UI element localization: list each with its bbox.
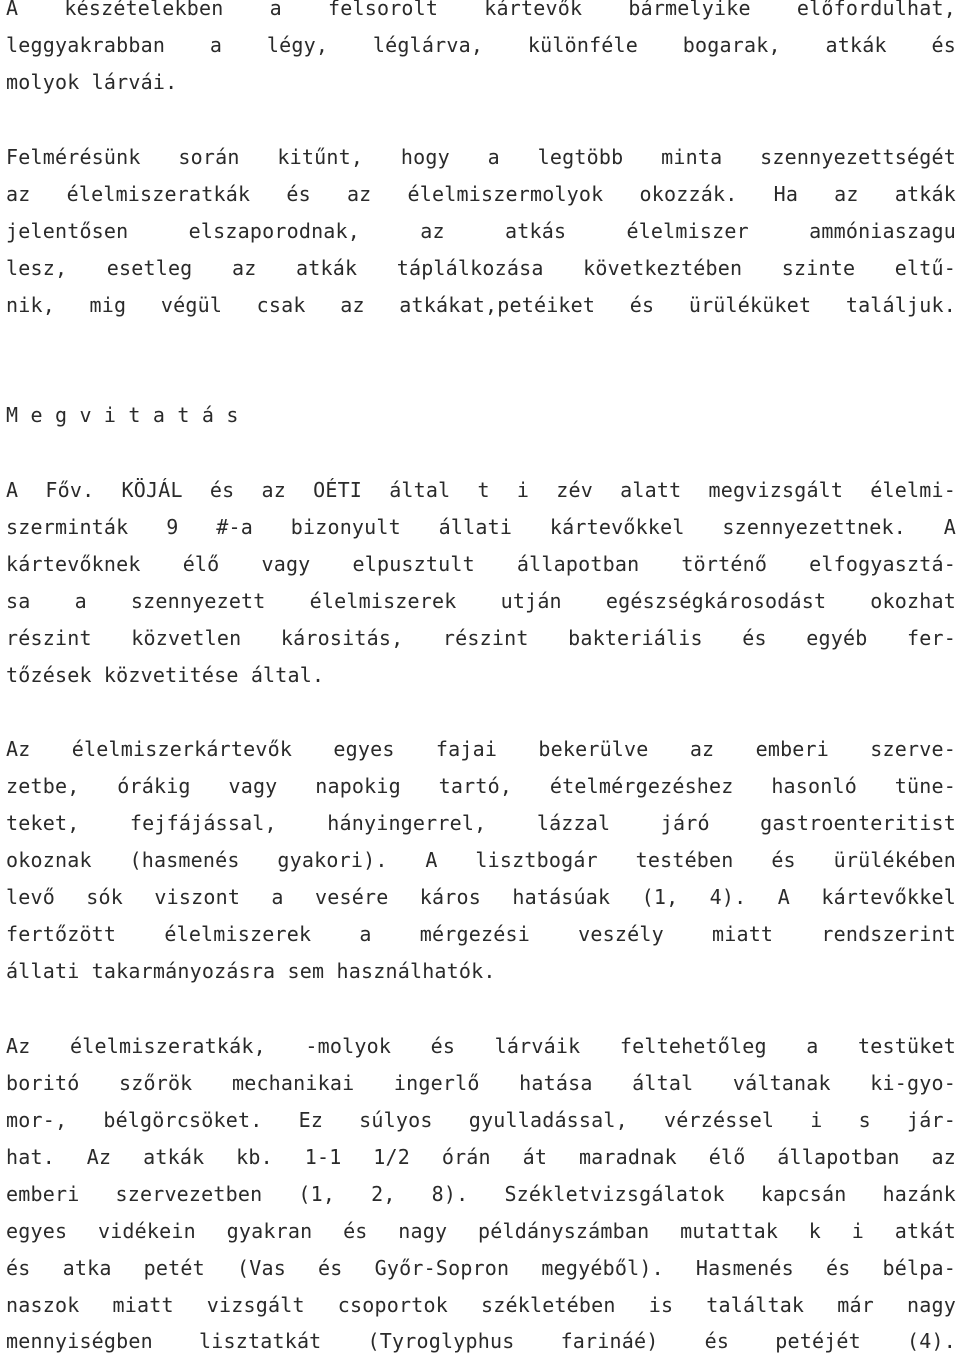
paragraph-4-line-3: teket, fejfájással, hányingerrel, lázzal járó gastroenteritist <box>6 811 956 835</box>
paragraph-3-line-4: sa a szennyezett élelmiszerek utján egészségkárosodást okozhat <box>6 589 956 613</box>
paragraph-2-line-2: az élelmiszeratkák és az élelmiszermolyok okozzák. Ha az atkák <box>6 182 956 206</box>
paragraph-3-line-6: tőzések közvetitése által. <box>6 663 325 687</box>
paragraph-1-line-3: molyok lárvái. <box>6 70 178 94</box>
paragraph-3-line-5: részint közvetlen kárositás, részint bakteriális és egyéb fer- <box>6 626 956 650</box>
paragraph-5-line-8: naszok miatt vizsgált csoportok székletében is találtak már nagy <box>6 1293 956 1317</box>
paragraph-3-line-3: kártevőknek élő vagy elpusztult állapotban történő elfogyasztá- <box>6 552 956 576</box>
paragraph-5-line-3: mor-, bélgörcsöket. Ez súlyos gyulladással, vérzéssel i s jár- <box>6 1108 956 1132</box>
paragraph-3-line-1: A Főv. KÖJÁL és az OÉTI által t i zév alatt megvizsgált élelmi- <box>6 478 956 502</box>
paragraph-1-line-2: leggyakrabban a légy, léglárva, különféle bogarak, atkák és <box>6 33 956 57</box>
paragraph-5-line-6: egyes vidékein gyakran és nagy példányszámban mutattak k i atkát <box>6 1219 956 1243</box>
paragraph-5-line-5: emberi szervezetben (1, 2, 8). Székletvizsgálatok kapcsán hazánk <box>6 1182 956 1206</box>
paragraph-2-line-4: lesz, esetleg az atkák táplálkozása következtében szinte eltű- <box>6 256 956 280</box>
paragraph-4-line-7: állati takarmányozásra sem használhatók. <box>6 959 496 983</box>
paragraph-5-line-7: és atka petét (Vas és Győr-Sopron megyéből). Hasmenés és bélpa- <box>6 1256 956 1280</box>
paragraph-2-line-1: Felmérésünk során kitűnt, hogy a legtöbb minta szennyezettségét <box>6 145 956 169</box>
paragraph-4-line-5: levő sók viszont a vesére káros hatásúak (1, 4). A kártevőkkel <box>6 885 956 909</box>
section-heading: M e g v i t a t á s <box>6 403 239 427</box>
paragraph-4-line-4: okoznak (hasmenés gyakori). A lisztbogár testében és ürülékében <box>6 848 956 872</box>
paragraph-2-line-3: jelentősen elszaporodnak, az atkás élelmiszer ammóniaszagu <box>6 219 956 243</box>
paragraph-4-line-2: zetbe, órákig vagy napokig tartó, ételmérgezéshez hasonló tüne- <box>6 774 956 798</box>
paragraph-4-line-6: fertőzött élelmiszerek a mérgezési veszély miatt rendszerint <box>6 922 956 946</box>
paragraph-5-line-4: hat. Az atkák kb. 1-1 1/2 órán át maradnak élő állapotban az <box>6 1145 956 1169</box>
paragraph-4-line-1: Az élelmiszerkártevők egyes fajai bekerülve az emberi szerve- <box>6 737 956 761</box>
paragraph-5-line-1: Az élelmiszeratkák, -molyok és lárváik feltehetőleg a testüket <box>6 1034 956 1058</box>
paragraph-5-line-9: mennyiségben lisztatkát (Tyroglyphus farináé) és petéjét (4). <box>6 1329 956 1353</box>
paragraph-3-line-2: szerminták 9 #-a bizonyult állati kártevőkkel szennyezettnek. A <box>6 515 956 539</box>
paragraph-5-line-2: boritó szőrök mechanikai ingerlő hatása által váltanak ki-gyo- <box>6 1071 956 1095</box>
paragraph-2-line-5: nik, mig végül csak az atkákat,petéiket és ürüléküket találjuk. <box>6 293 956 317</box>
paragraph-1-line-1: A készételekben a felsorolt kártevők bármelyike előfordulhat, <box>6 0 956 20</box>
